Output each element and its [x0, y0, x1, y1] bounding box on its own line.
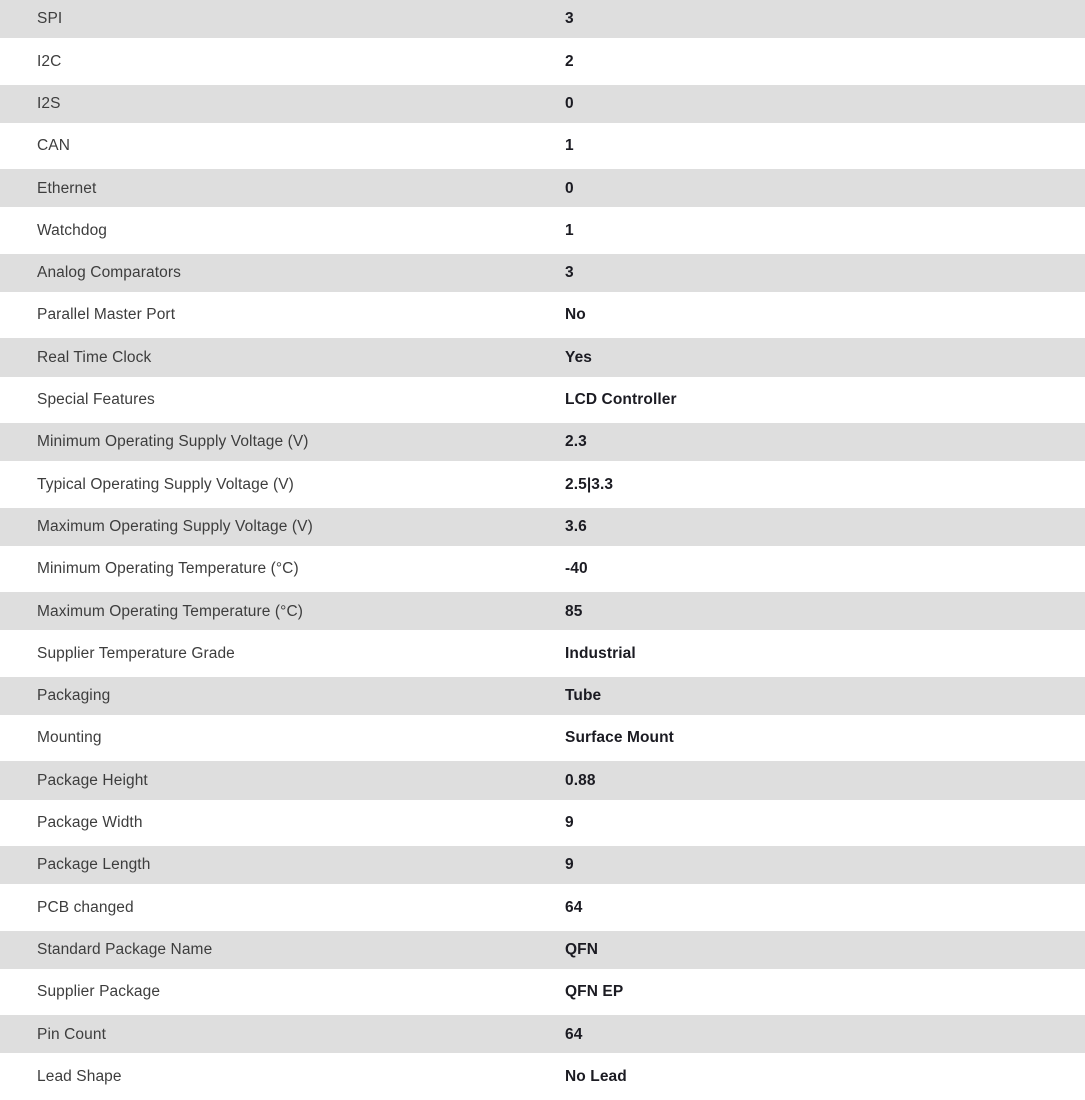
spec-attribute-value: QFN EP	[565, 983, 624, 1001]
spec-attribute-label: Standard Package Name	[37, 940, 213, 958]
spec-table-row	[0, 634, 1085, 672]
spec-attribute-value: 64	[565, 1025, 583, 1043]
spec-attribute-value: No	[565, 306, 586, 324]
spec-attribute-value: LCD Controller	[565, 391, 677, 409]
spec-attribute-label: I2C	[37, 52, 62, 70]
spec-table-row	[0, 804, 1085, 842]
spec-table-row	[0, 127, 1085, 165]
spec-table-row	[0, 169, 1085, 207]
spec-attribute-label: Lead Shape	[37, 1067, 122, 1085]
spec-table-row	[0, 381, 1085, 419]
spec-table-row	[0, 1015, 1085, 1053]
spec-table-row	[0, 211, 1085, 249]
spec-attribute-value: -40	[565, 560, 588, 578]
spec-table-row	[0, 338, 1085, 376]
spec-attribute-label: Parallel Master Port	[37, 306, 176, 324]
spec-table-row	[0, 550, 1085, 588]
spec-attribute-label: Maximum Operating Supply Voltage (V)	[37, 517, 313, 535]
spec-table-row	[0, 761, 1085, 799]
spec-attribute-label: Maximum Operating Temperature (°C)	[37, 602, 304, 620]
spec-attribute-value: 2	[565, 52, 574, 70]
spec-attribute-label: PCB changed	[37, 898, 134, 916]
spec-table-row	[0, 592, 1085, 630]
spec-attribute-label: Mounting	[37, 729, 102, 747]
spec-table-row	[0, 465, 1085, 503]
spec-table-row	[0, 85, 1085, 123]
spec-attribute-value: 1	[565, 221, 574, 239]
spec-attribute-value: Tube	[565, 687, 602, 705]
spec-attribute-label: Supplier Temperature Grade	[37, 644, 235, 662]
spec-attribute-value: 3	[565, 264, 574, 282]
spec-table-row	[0, 719, 1085, 757]
spec-attribute-value: 3	[565, 10, 574, 28]
spec-attribute-label: Typical Operating Supply Voltage (V)	[37, 475, 294, 493]
spec-attribute-label: Watchdog	[37, 221, 108, 239]
spec-table-row	[0, 973, 1085, 1011]
spec-attribute-label: Minimum Operating Temperature (°C)	[37, 560, 299, 578]
spec-table-row	[0, 677, 1085, 715]
spec-attribute-value: Yes	[565, 348, 593, 366]
spec-attribute-label: Package Length	[37, 856, 151, 874]
spec-attribute-label: I2S	[37, 94, 61, 112]
spec-attribute-label: SPI	[37, 10, 63, 28]
spec-attribute-value: 9	[565, 814, 574, 832]
spec-attribute-label: Package Width	[37, 814, 143, 832]
spec-attribute-label: Real Time Clock	[37, 348, 152, 366]
spec-attribute-value: 85	[565, 602, 583, 620]
spec-attribute-value: 0	[565, 179, 574, 197]
spec-attribute-label: Ethernet	[37, 179, 97, 197]
spec-attribute-value: No Lead	[565, 1067, 627, 1085]
spec-table-row	[0, 254, 1085, 292]
spec-attribute-value: 64	[565, 898, 583, 916]
spec-attribute-label: Minimum Operating Supply Voltage (V)	[37, 433, 309, 451]
spec-attribute-value: Industrial	[565, 644, 636, 662]
spec-table-row	[0, 846, 1085, 884]
spec-attribute-label: Analog Comparators	[37, 264, 181, 282]
spec-table-row	[0, 931, 1085, 969]
spec-attribute-label: Supplier Package	[37, 983, 161, 1001]
spec-table-row	[0, 0, 1085, 38]
spec-attribute-value: 1	[565, 137, 574, 155]
spec-table-row	[0, 42, 1085, 80]
spec-attribute-label: Packaging	[37, 687, 111, 705]
spec-table-row	[0, 1057, 1085, 1095]
spec-attribute-value: 9	[565, 856, 574, 874]
spec-table-row	[0, 296, 1085, 334]
spec-attribute-value: 0.88	[565, 771, 596, 789]
spec-attribute-value: 3.6	[565, 517, 587, 535]
spec-attribute-label: Special Features	[37, 391, 155, 409]
spec-attribute-label: Pin Count	[37, 1025, 106, 1043]
spec-attribute-label: CAN	[37, 137, 71, 155]
spec-attribute-value: 2.5|3.3	[565, 475, 614, 493]
spec-attribute-value: Surface Mount	[565, 729, 674, 747]
spec-table-row	[0, 888, 1085, 926]
spec-table-row	[0, 423, 1085, 461]
spec-attribute-label: Package Height	[37, 771, 148, 789]
spec-attribute-value: 2.3	[565, 433, 587, 451]
spec-table-row	[0, 508, 1085, 546]
spec-attribute-value: 0	[565, 94, 574, 112]
spec-attribute-value: QFN	[565, 940, 599, 958]
